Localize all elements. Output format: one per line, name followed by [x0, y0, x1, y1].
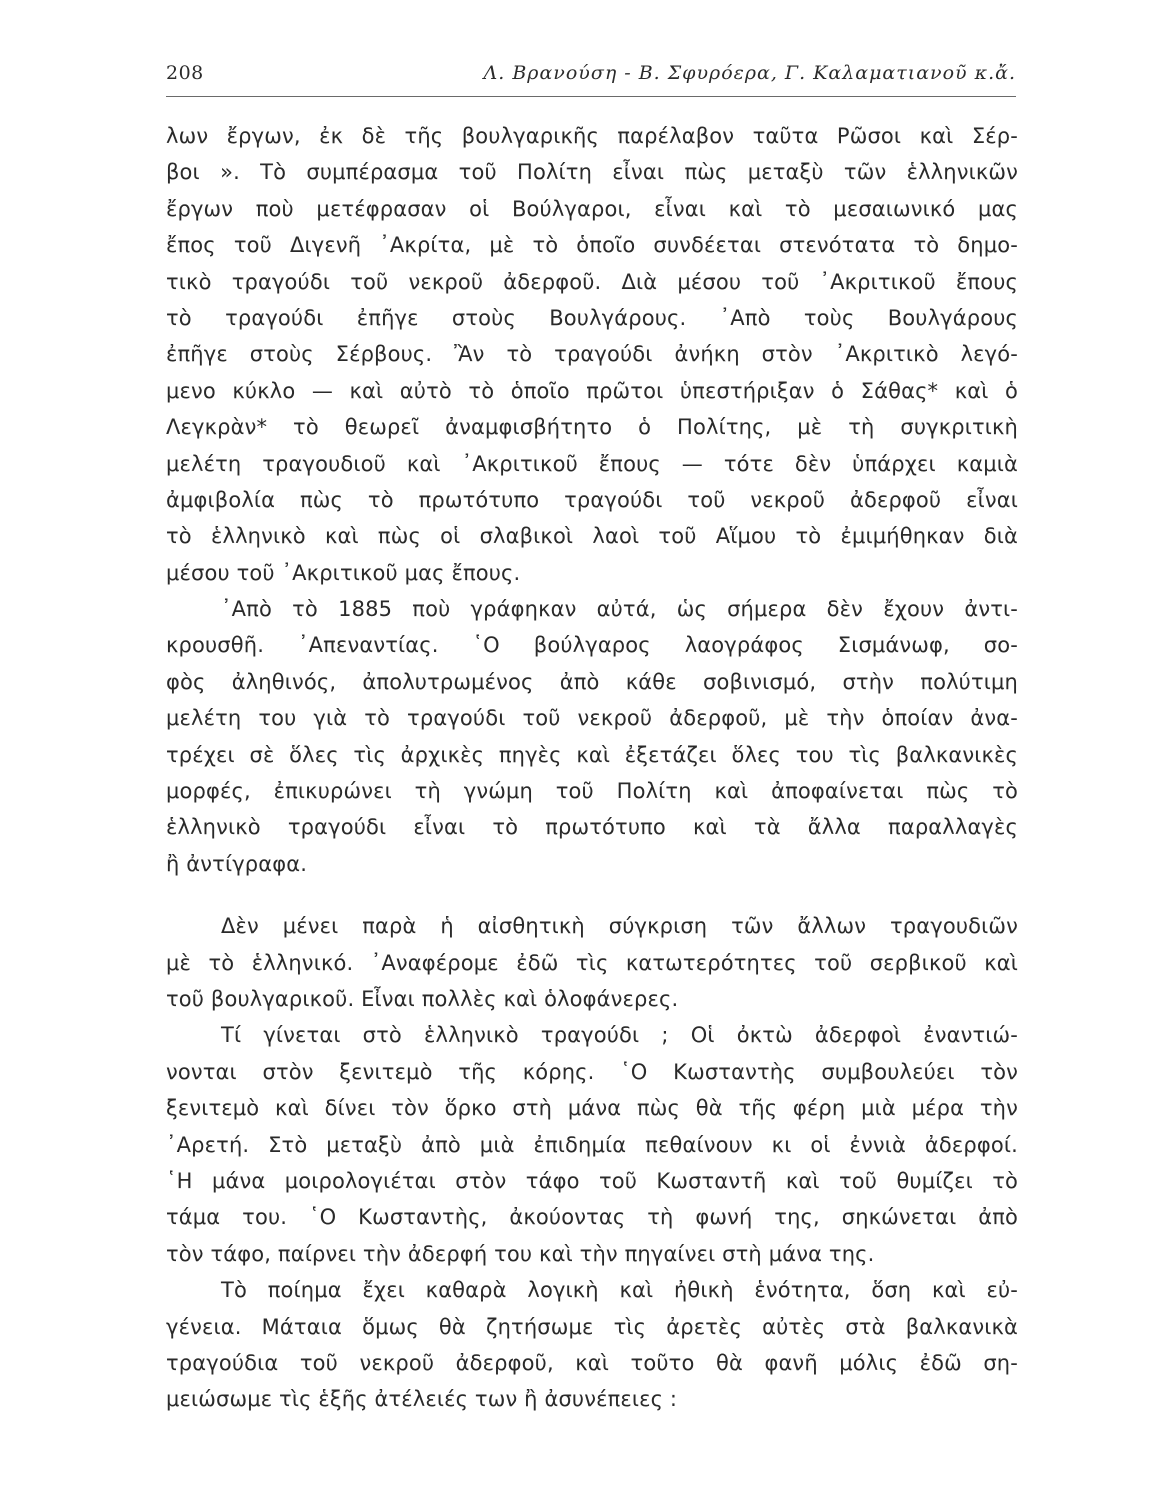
- text-line: τὸ τραγούδι ἐπῆγε στοὺς Βουλγάρους. ᾿Απὸ τοὺς Βουλγάρους: [166, 305, 1018, 330]
- header-authors: Λ. Βρανούση - Β. Σφυρόερα, Γ. Καλαματιανοῦ κ.ἄ.: [483, 62, 1016, 84]
- text-line: ῾Η μάνα μοιρολογιέται στὸν τάφο τοῦ Κωσταντῆ καὶ τοῦ θυμίζει τὸ: [166, 1168, 1018, 1193]
- text-line: ἑλληνικὸ τραγούδι εἶναι τὸ πρωτότυπο καὶ τὰ ἄλλα παραλλαγὲς: [166, 815, 1018, 840]
- text-line: τὸ ἑλληνικὸ καὶ πὼς οἱ σλαβικοὶ λαοὶ τοῦ Αἵμου τὸ ἐμιμήθηκαν διὰ: [166, 524, 1018, 549]
- text-line: λων ἔργων, ἐκ δὲ τῆς βουλγαρικῆς παρέλαβον ταῦτα Ρῶσοι καὶ Σέρ-: [166, 124, 1018, 148]
- text-line: Τὸ ποίημα ἔχει καθαρὰ λογικὴ καὶ ἠθικὴ ἑνότητα, ὅση καὶ εὐ-: [221, 1278, 1018, 1303]
- text-line: μενο κύκλο — καὶ αὐτὸ τὸ ὁποῖο πρῶτοι ὑπεστήριξαν ὁ Σάθας* καὶ ὁ: [166, 378, 1018, 403]
- paragraph: [166, 908, 1018, 1017]
- text-line: ἀμφιβολία πὼς τὸ πρωτότυπο τραγούδι τοῦ νεκροῦ ἀδερφοῦ εἶναι: [166, 487, 1018, 512]
- text-line: μέσου τοῦ ᾿Ακριτικοῦ μας ἔπους.: [166, 560, 521, 585]
- paragraph: [166, 1272, 1018, 1418]
- text-line: τάμα του. ῾Ο Κωσταντὴς, ἀκούοντας τὴ φωνή της, σηκώνεται ἀπὸ: [166, 1205, 1018, 1230]
- text-line: μελέτη τραγουδιοῦ καὶ ᾿Ακριτικοῦ ἔπους — τότε δὲν ὑπάρχει καμιὰ: [166, 451, 1018, 476]
- text-line: γένεια. Μάταια ὅμως θὰ ζητήσωμε τὶς ἀρετὲς αὐτὲς στὰ βαλκανικὰ: [166, 1314, 1018, 1339]
- running-header: [166, 62, 1016, 92]
- text-line: ἐπῆγε στοὺς Σέρβους. Ἂν τὸ τραγούδι ἀνήκη στὸν ᾿Ακριτικὸ λεγό-: [166, 342, 1018, 367]
- text-line: ᾿Απὸ τὸ 1885 ποὺ γράφηκαν αὐτά, ὡς σήμερα δὲν ἔχουν ἀντι-: [221, 597, 1018, 622]
- text-line: φὸς ἀληθινός, ἀπολυτρωμένος ἀπὸ κάθε σοβινισμό, στὴν πολύτιμη: [166, 669, 1018, 694]
- text-line: ἢ ἀντίγραφα.: [166, 851, 308, 876]
- text-line: κρουσθῆ. ᾿Απεναντίας. ῾Ο βούλγαρος λαογράφος Σισμάνωφ, σο-: [166, 633, 1018, 658]
- text-line: μορφές, ἐπικυρώνει τὴ γνώμη τοῦ Πολίτη καὶ ἀποφαίνεται πὼς τὸ: [166, 779, 1018, 804]
- header-rule: [166, 96, 1016, 97]
- text-line: ἔπος τοῦ Διγενῆ ᾿Ακρίτα, μὲ τὸ ὁποῖο συνδέεται στενότατα τὸ δημο-: [166, 233, 1018, 258]
- text-line: τρέχει σὲ ὅλες τὶς ἀρχικὲς πηγὲς καὶ ἐξετάζει ὅλες του τὶς βαλκανικὲς: [166, 742, 1018, 767]
- text-line: βοι ». Τὸ συμπέρασμα τοῦ Πολίτη εἶναι πὼς μεταξὺ τῶν ἑλληνικῶν: [166, 160, 1018, 185]
- text-line: ᾿Αρετή. Στὸ μεταξὺ ἀπὸ μιὰ ἐπιδημία πεθαίνουν κι οἱ ἐννιὰ ἀδερφοί.: [166, 1132, 1018, 1157]
- text-line: τραγούδια τοῦ νεκροῦ ἀδερφοῦ, καὶ τοῦτο θὰ φανῆ μόλις ἐδῶ ση-: [166, 1350, 1018, 1375]
- text-line: μελέτη του γιὰ τὸ τραγούδι τοῦ νεκροῦ ἀδερφοῦ, μὲ τὴν ὁποίαν ἀνα-: [166, 706, 1018, 731]
- text-line: Τί γίνεται στὸ ἑλληνικὸ τραγούδι ; Οἱ ὀκτὼ ἀδερφοὶ ἐναντιώ-: [221, 1023, 1018, 1048]
- paragraph: [166, 118, 1018, 591]
- text-line: νονται στὸν ξενιτεμὸ τῆς κόρης. ῾Ο Κωσταντὴς συμβουλεύει τὸν: [166, 1059, 1018, 1084]
- text-line: Λεγκρὰν* τὸ θεωρεῖ ἀναμφισβήτητο ὁ Πολίτης, μὲ τὴ συγκριτικὴ: [166, 415, 1018, 440]
- text-line: Δὲν μένει παρὰ ἡ αἰσθητικὴ σύγκριση τῶν ἄλλων τραγουδιῶν: [221, 914, 1018, 939]
- page-number: 208: [166, 62, 204, 84]
- text-line: τὸν τάφο, παίρνει τὴν ἀδερφή του καὶ τὴν πηγαίνει στὴ μάνα της.: [166, 1241, 875, 1266]
- body-text: [166, 118, 1018, 1418]
- text-line: μειώσωμε τὶς ἑξῆς ἀτέλειές των ἢ ἀσυνέπειες :: [166, 1387, 678, 1412]
- paragraph-gap: [166, 882, 1018, 908]
- text-line: ἔργων ποὺ μετέφρασαν οἱ Βούλγαροι, εἶναι καὶ τὸ μεσαιωνικό μας: [166, 196, 1018, 221]
- text-line: τοῦ βουλγαρικοῦ. Εἶναι πολλὲς καὶ ὁλοφάνερες.: [166, 986, 679, 1011]
- paragraph: [166, 591, 1018, 882]
- text-line: ξενιτεμὸ καὶ δίνει τὸν ὅρκο στὴ μάνα πὼς θὰ τῆς φέρη μιὰ μέρα τὴν: [166, 1096, 1018, 1121]
- text-line: μὲ τὸ ἑλληνικό. ᾿Αναφέρομε ἐδῶ τὶς κατωτερότητες τοῦ σερβικοῦ καὶ: [166, 950, 1018, 975]
- paragraph: [166, 1017, 1018, 1272]
- text-line: τικὸ τραγούδι τοῦ νεκροῦ ἀδερφοῦ. Διὰ μέσου τοῦ ᾿Ακριτικοῦ ἔπους: [166, 269, 1018, 294]
